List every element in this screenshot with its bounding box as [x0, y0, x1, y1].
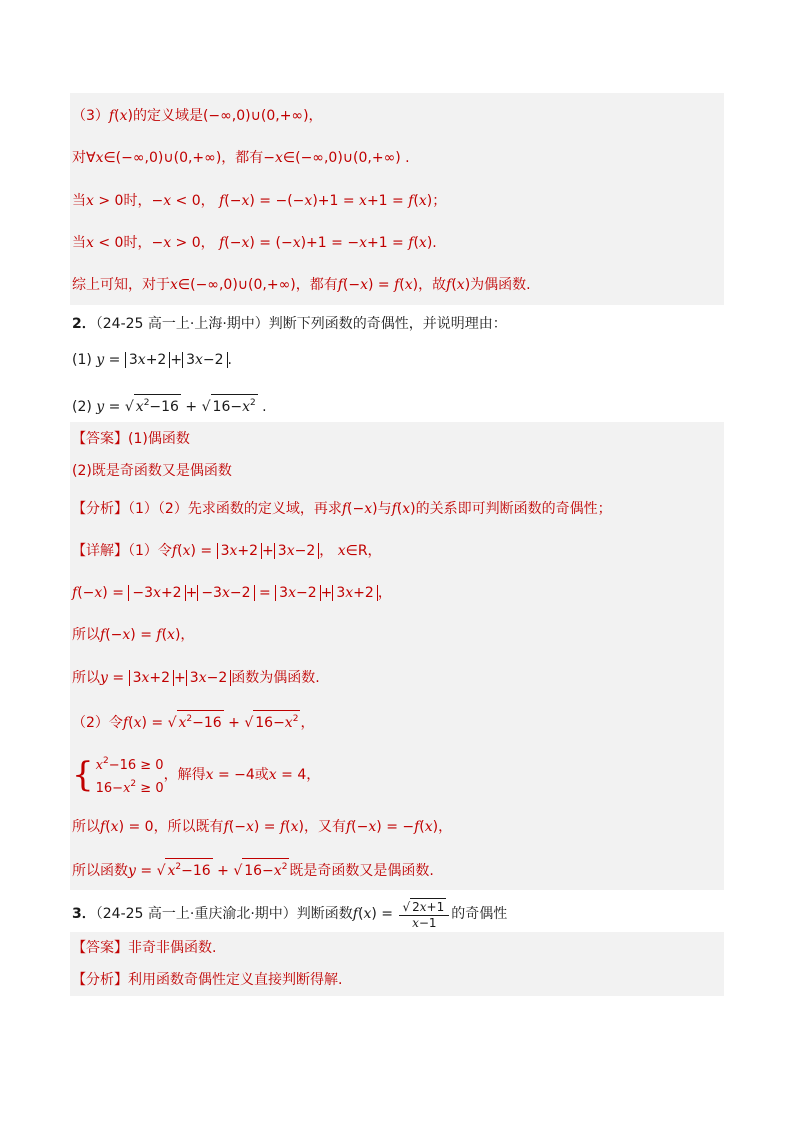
question-2-part-2: (2) y = √ $x^2-16$ + √ $16-x^2$ .	[72, 394, 267, 417]
question-2-part-1: (1) y = 3x+2 + 3x−2 .	[72, 352, 232, 368]
detail-line-system: { $x^2-16 \ge 0$ $16-x^2 \ge 0$ ，解得x = −4或x = 4，	[72, 755, 321, 796]
fraction: $\frac{√ 2x+1}{x-1}$	[399, 898, 449, 931]
solution-line: 对∀x∈(−∞,0)∪(0,+∞)，都有−x∈(−∞,0)∪(0,+∞) .	[72, 150, 410, 166]
analysis-line: 【分析】（1）（2）先求函数的定义域，再求f(−x)与f(x)的关系即可判断函数的奇偶性；	[72, 501, 612, 517]
solution-line: 当x < 0时，−x > 0， f(−x) = (−x)+1 = −x+1 = f(x).	[72, 235, 437, 251]
detail-line: 所以f(−x) = f(x)，	[72, 627, 195, 643]
analysis-line: 【分析】利用函数奇偶性定义直接判断得解.	[72, 972, 343, 988]
detail-line: 【详解】（1）令f(x) = 3x+2 + 3x−2 ， x∈R，	[72, 543, 382, 559]
detail-line: f(−x) = −3x+2 + −3x−2 = 3x−2 + 3x+2 ，	[72, 585, 392, 601]
solution-line: 综上可知，对于x∈(−∞,0)∪(0,+∞)，都有f(−x) = f(x)，故f(x)为偶函数.	[72, 277, 531, 293]
answer-line: 【答案】非奇非偶函数.	[72, 940, 217, 956]
detail-line: 所以函数y = √ $x^2-16$ + √ $16-x^2$ 既是奇函数又是偶函数.	[72, 858, 434, 881]
detail-line: 所以f(x) = 0，所以既有f(−x) = f(x)，又有f(−x) = −f(x)，	[72, 819, 453, 835]
solution-line: （3）f(x)的定义域是(−∞,0)∪(0,+∞)，	[72, 108, 323, 124]
answer-line: 【答案】(1)偶函数	[72, 431, 190, 447]
detail-line: 所以y = 3x+2 + 3x−2 函数为偶函数.	[72, 670, 320, 686]
question-3-stem: 3．（24-25 高一上·重庆渝北·期中）判断函数f(x) = $\frac{√ 2x+1}{x-1}$ 的奇偶性	[72, 899, 508, 930]
question-2-stem: 2．（24-25 高一上·上海·期中）判断下列函数的奇偶性，并说明理由：	[72, 316, 507, 332]
answer-line: (2)既是奇函数又是偶函数	[72, 463, 232, 479]
detail-line: （2）令f(x) = √ $x^2-16$ + √ $16-x^2$ ，	[72, 710, 314, 733]
solution-line: 当x > 0时，−x < 0， f(−x) = −(−x)+1 = x+1 = f(x)；	[72, 193, 447, 209]
